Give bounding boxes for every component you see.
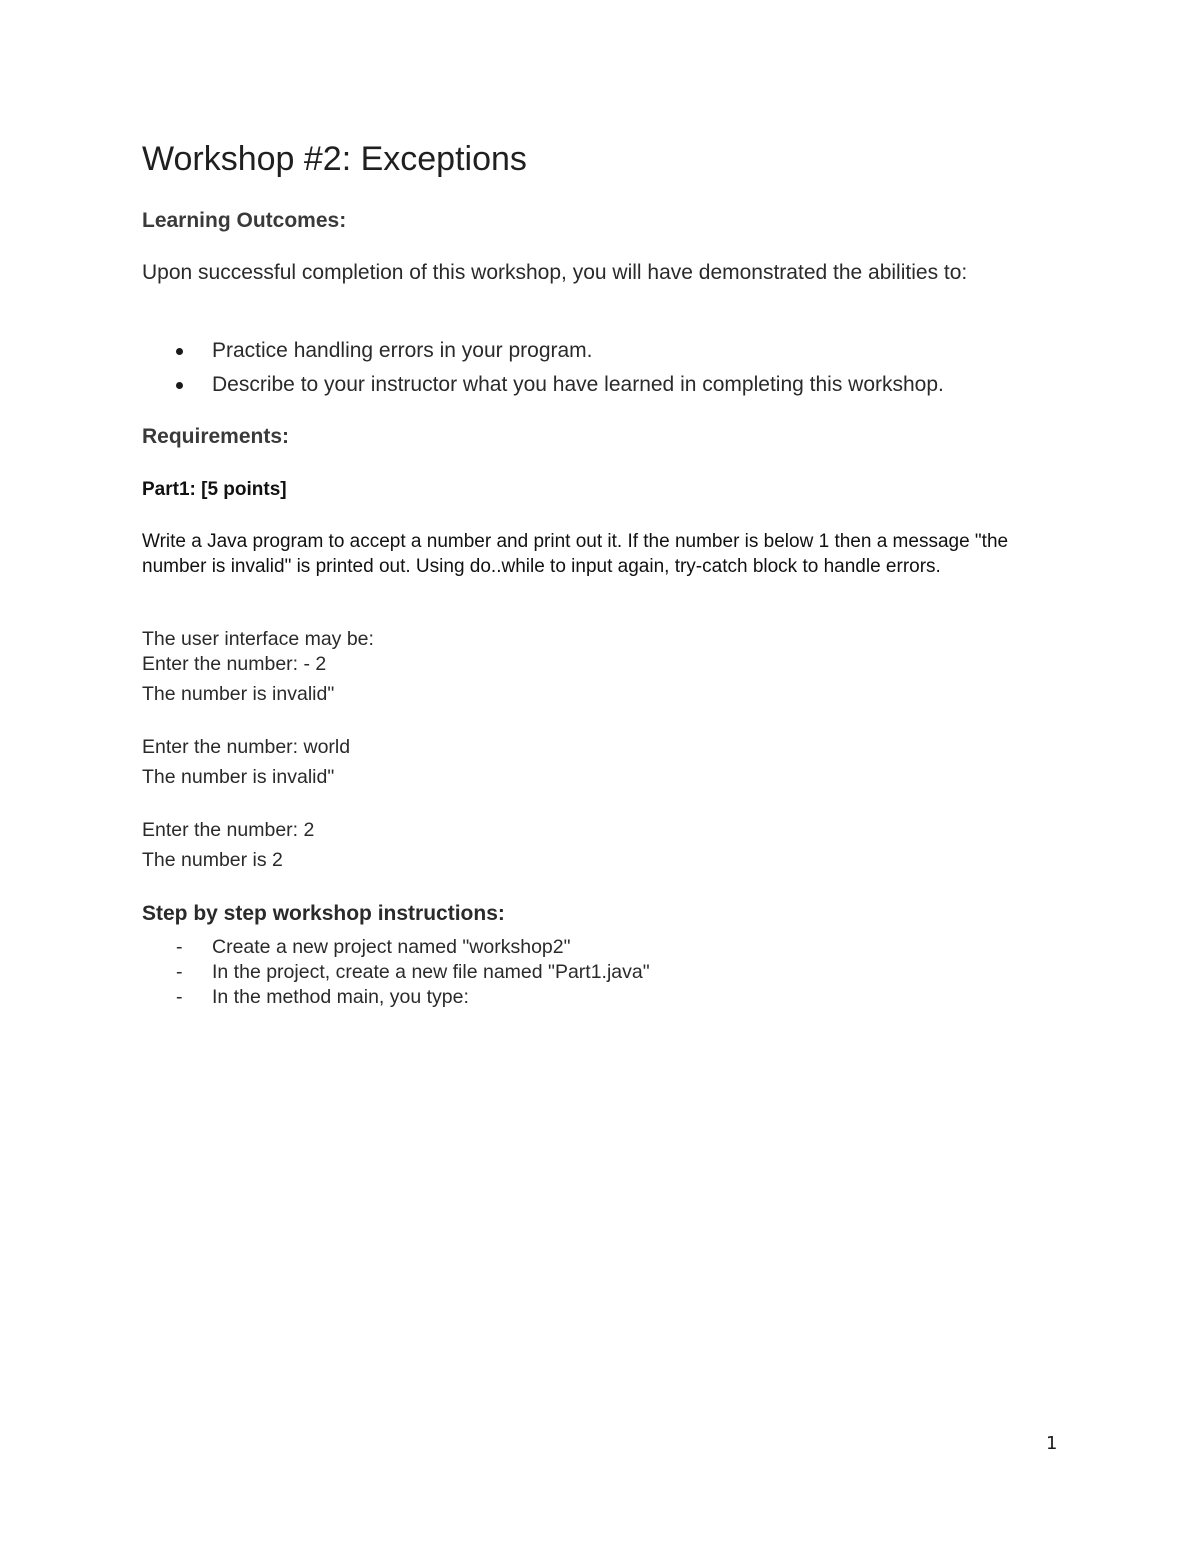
dash-marker: - [176, 961, 183, 983]
list-item-text: Practice handling errors in your program. [212, 339, 593, 362]
ui-intro: The user interface may be: [142, 628, 374, 650]
list-item [142, 337, 944, 371]
list-item [142, 371, 944, 405]
list-item-text: In the project, create a new file named "Part1.java" [212, 961, 650, 983]
example-output: The number is invalid" [142, 683, 335, 705]
dash-marker: - [176, 986, 183, 1008]
example-input: Enter the number: 2 [142, 819, 315, 841]
learning-outcomes-intro: Upon successful completion of this workshop, you will have demonstrated the abilities to: [142, 261, 968, 284]
learning-outcomes-list [142, 337, 944, 405]
list-item-text: Describe to your instructor what you have learned in completing this workshop. [212, 373, 944, 396]
list-item [142, 985, 650, 1010]
part1-description: Write a Java program to accept a number and print out it. If the number is below 1 then a message "the number is invalid" is printed out. Using do..while to input again, try-catch block to handle errors. [142, 531, 1009, 577]
requirements-heading: Requirements: [142, 425, 290, 448]
list-item [142, 935, 650, 960]
example-input: Enter the number: world [142, 736, 351, 758]
example-input: Enter the number: - 2 [142, 653, 327, 675]
instructions-list [142, 935, 650, 1010]
example-output: The number is invalid" [142, 766, 335, 788]
bullet-icon [176, 348, 183, 355]
instructions-heading: Step by step workshop instructions: [142, 902, 505, 925]
list-item-text: In the method main, you type: [212, 986, 469, 1008]
list-item-text: Create a new project named "workshop2" [212, 936, 571, 958]
document-title: Workshop #2: Exceptions [142, 140, 527, 178]
list-item [142, 960, 650, 985]
dash-marker: - [176, 936, 183, 958]
part1-heading: Part1: [5 points] [142, 479, 287, 500]
page-number: 1 [1046, 1433, 1058, 1454]
learning-outcomes-heading: Learning Outcomes: [142, 209, 347, 232]
bullet-icon [176, 382, 183, 389]
example-output: The number is 2 [142, 849, 283, 871]
